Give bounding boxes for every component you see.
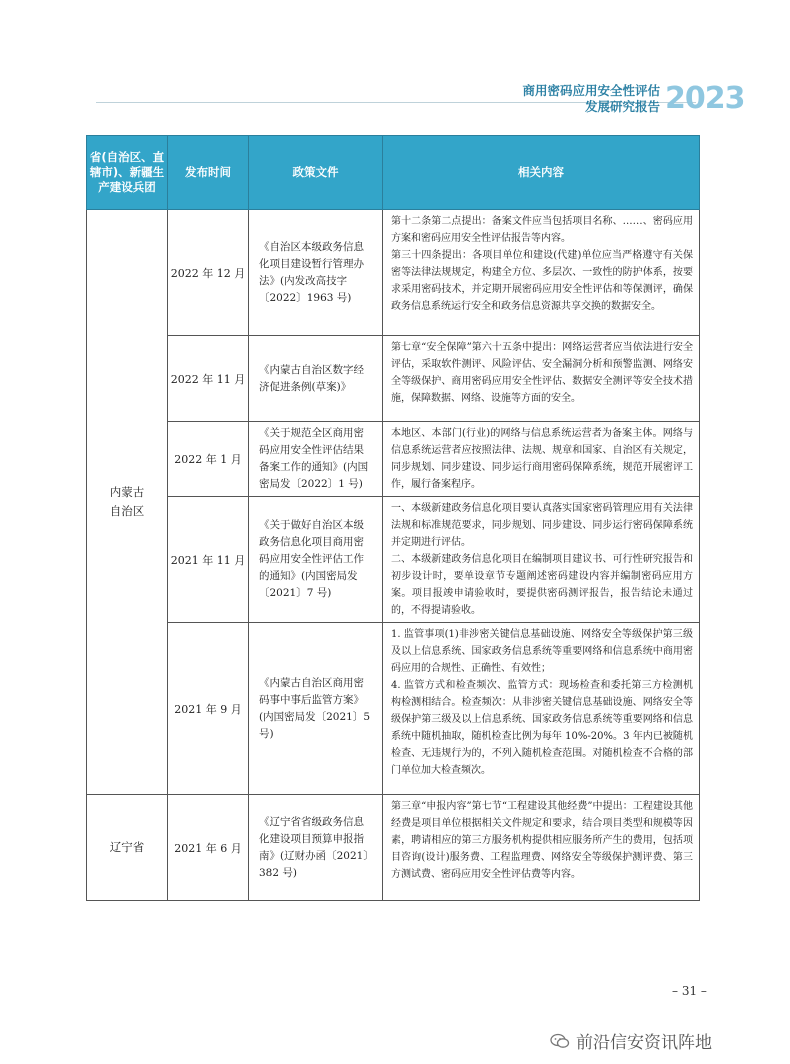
content-paragraph: 第十二条第二点提出：备案文件应当包括项目名称、……、密码应用方案和密码应用安全性评估报告等内容。 [391,216,693,244]
page-number: – 31 – [672,984,707,998]
table-row [87,422,700,497]
policy-table [86,135,700,901]
content-paragraph: 第三十四条提出：各项目单位和建设(代建)单位应当严格遵守有关保密等法律法规规定，构建全方位、多层次、一致性的防护体系，按要求采用密码技术，并定期开展密码应用安全性评估和等保测评，确保政务信息系统运行安全和政务信息资源共享交换的数据安全。 [391,250,693,312]
document-title: 《关于做好自治区本级政务信息化项目商用密码应用安全性评估工作的通知》(内国密局发〔2021〕7 号) [259,519,364,599]
table-header-row [87,136,700,210]
table-row [87,497,700,623]
header-province: 省(自治区、直辖市)、新疆生产建设兵团 [87,136,168,210]
document-cell [249,422,383,497]
header-document: 政策文件 [249,136,383,210]
content-paragraph: 第三章“申报内容”第七节“工程建设其他经费”中提出：工程建设其他经费是项目单位根据相关文件规定和要求，结合项目类型和规模等因素，聘请相应的第三方服务机构提供相应服务所产生的费用，包括项目咨询(设计)服务费、工程监理费、网络安全等级保护测评费、第三方测试费、密码应用安全性评估费等内容。 [391,801,693,880]
document-cell [249,210,383,336]
header-date: 发布时间 [168,136,249,210]
province-name: 辽宁省 [109,840,145,854]
date-cell: 2021 年 6 月 [168,795,249,901]
content-paragraph: 4. 监管方式和检查频次、监管方式：现场检查和委托第三方检测机构检测相结合。检查频次：从非涉密关键信息基础设施、网络安全等级保护第三级及以上信息系统、国家政务信息系统等重要网络和信息系统中随机抽取，随机检查比例为每年 10%-20%。3 年内已被随机检查、无违规行为的，不列入随机检查范围。对随机检查不合格的部门单位加大检查频次。 [391,680,693,776]
document-title: 《自治区本级政务信息化项目建设暂行管理办法》(内发改高技字〔2022〕1963 号) [259,240,364,304]
report-title-line2: 发展研究报告 [584,99,660,114]
date-cell: 2021 年 9 月 [168,623,249,795]
document-title: 《内蒙古自治区数字经济促进条例(草案)》 [259,363,364,393]
table-row [87,795,700,901]
document-cell [249,795,383,901]
watermark [550,1028,712,1053]
document-title: 《内蒙古自治区商用密码事中事后监管方案》(内国密局发〔2021〕5 号) [259,676,370,740]
document-cell [249,336,383,422]
province-cell [87,210,168,795]
document-cell [249,623,383,795]
wechat-icon [550,1033,570,1049]
header-content: 相关内容 [383,136,700,210]
document-title: 《辽宁省省级政务信息化建设项目预算申报指南》(辽财办函〔2021〕382 号) [259,815,369,879]
content-paragraph: 一、本级新建政务信息化项目要认真落实国家密码管理应用有关法律法规和标准规范要求，同步规划、同步建设、同步运行密码保障系统并定期进行评估。 [391,503,693,548]
table-row [87,210,700,336]
table-row [87,623,700,795]
date-cell: 2022 年 12 月 [168,210,249,336]
content-paragraph: 第七章“安全保障”第六十五条中提出：网络运营者应当依法进行安全评估，采取软件测评、风险评估、安全漏洞分析和预警监测、网络安全等级保护、商用密码应用安全性评估、数据安全测评等安全技术措施，保障数据、网络、设施等方面的安全。 [391,342,693,404]
table-row [87,336,700,422]
province-name: 内蒙古 自治区 [109,485,145,518]
report-title [500,83,660,115]
content-cell [383,210,700,336]
date-cell: 2022 年 1 月 [168,422,249,497]
content-paragraph: 本地区、本部门(行业)的网络与信息系统运营者为备案主体。网络与信息系统运营者应按照法律、法规、规章和国家、自治区有关规定，同步规划、同步建设、同步运行商用密码保障系统，规范开展密评工作，履行备案程序。 [391,428,693,490]
report-year: 2023 [665,81,745,116]
content-cell [383,336,700,422]
content-paragraph: 二、本级新建政务信息化项目在编制项目建议书、可行性研究报告和初步设计时，要单设章节专题阐述密码建设内容并编制密码应用方案。项目报竣申请验收时，要提供密码测评报告，报告结论未通过的，不得提请验收。 [391,554,693,616]
content-cell [383,422,700,497]
report-title-line1: 商用密码应用安全性评估 [522,83,660,98]
document-cell [249,497,383,623]
watermark-text: 前沿信安资讯阵地 [576,1033,712,1053]
content-cell [383,497,700,623]
content-paragraph: 1. 监管事项(1)非涉密关键信息基础设施、网络安全等级保护第三级及以上信息系统、国家政务信息系统等重要网络和信息系统中商用密码应用的合规性、正确性、有效性； [391,629,693,674]
document-title: 《关于规范全区商用密码应用安全性评估结果备案工作的通知》(内国密局发〔2022〕1 号) [259,427,369,490]
date-cell: 2022 年 11 月 [168,336,249,422]
date-cell: 2021 年 11 月 [168,497,249,623]
province-cell [87,795,168,901]
content-cell [383,795,700,901]
content-cell [383,623,700,795]
